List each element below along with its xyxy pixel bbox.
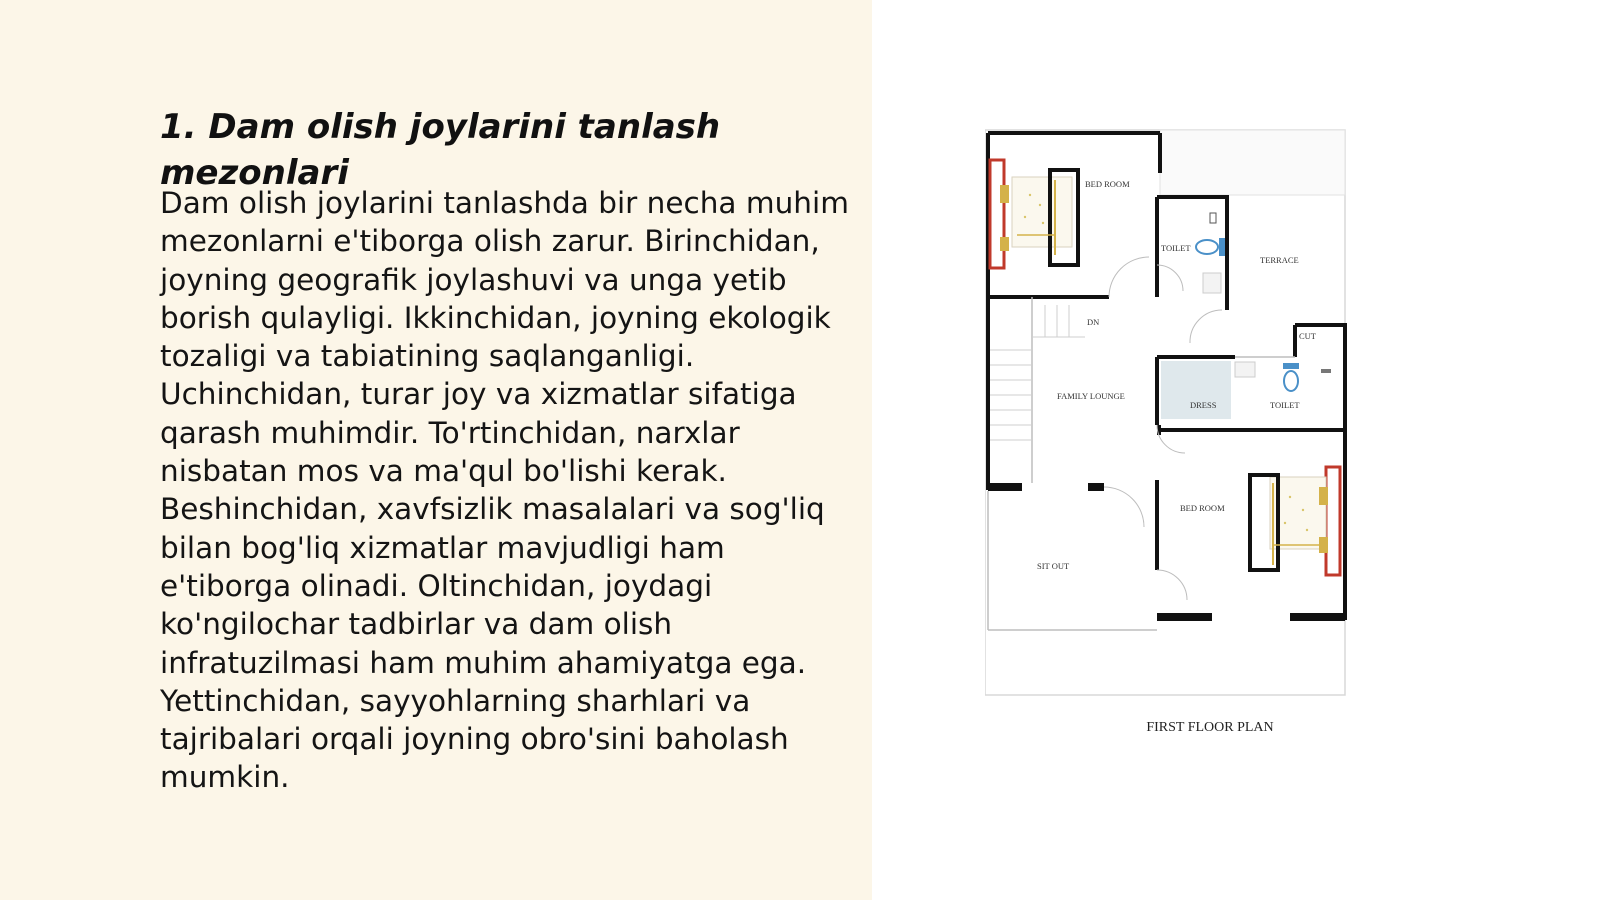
label-stair-dn: DN	[1087, 317, 1100, 327]
wardrobe-top	[990, 160, 1004, 268]
label-toilet-top: TOILET	[1161, 243, 1191, 253]
label-toilet-right: TOILET	[1270, 400, 1300, 410]
label-dress: DRESS	[1190, 400, 1217, 410]
bed-top	[1012, 177, 1072, 247]
slide-title: 1. Dam olish joylarini tanlash mezonlari	[160, 107, 721, 193]
wardrobe-bottom	[1326, 467, 1340, 575]
side-table-top-1	[1000, 185, 1009, 203]
dress-area	[1161, 361, 1231, 419]
terrace-area	[1160, 130, 1345, 195]
side-table-top-2	[1000, 237, 1009, 251]
side-table-bottom-2	[1319, 537, 1328, 553]
label-sit-out: SIT OUT	[1037, 561, 1070, 571]
label-family-lounge: FAMILY LOUNGE	[1057, 391, 1125, 401]
floor-plan-image	[985, 125, 1365, 745]
floor-plan-caption: FIRST FLOOR PLAN	[1146, 720, 1274, 735]
toilet-fixture-top	[1196, 240, 1218, 254]
label-bed-room-bottom: BED ROOM	[1180, 503, 1225, 513]
label-terrace: TERRACE	[1260, 255, 1299, 265]
toilet-fixture-right	[1284, 371, 1298, 391]
slide-body-text: Dam olish joylarini tanlashda bir necha muhim mezonlarni e'tiborga olish zarur. Birinchidan, joyning geografik joylashuvi va unga yetib borish qulayligi. Ikkinchidan, joyning ekologik tozaligi va tabiatining saqlanganligi. Uchinchidan, turar joy va xizmatlar sifatiga qarash muhimdir. To'rtinchidan, narxlar nisbatan mos va ma'qul bo'lishi kerak. Beshinchidan, xavfsizlik masalalari va sog'liq bilan bog'liq xizmatlar mavjudligi ham e'tiborga olinadi. Oltinchidan, joydagi ko'ngilochar tadbirlar va dam olish infratuzilmasi ham muhim ahamiyatga ega. Yettinchidan, sayyohlarning sharhlari va tajribalari orqali joyning obro'sini baholash mumkin.	[160, 186, 849, 795]
side-table-bottom-1	[1319, 487, 1328, 505]
label-bed-room-top: BED ROOM	[1085, 179, 1130, 189]
label-cut: CUT	[1299, 331, 1316, 341]
